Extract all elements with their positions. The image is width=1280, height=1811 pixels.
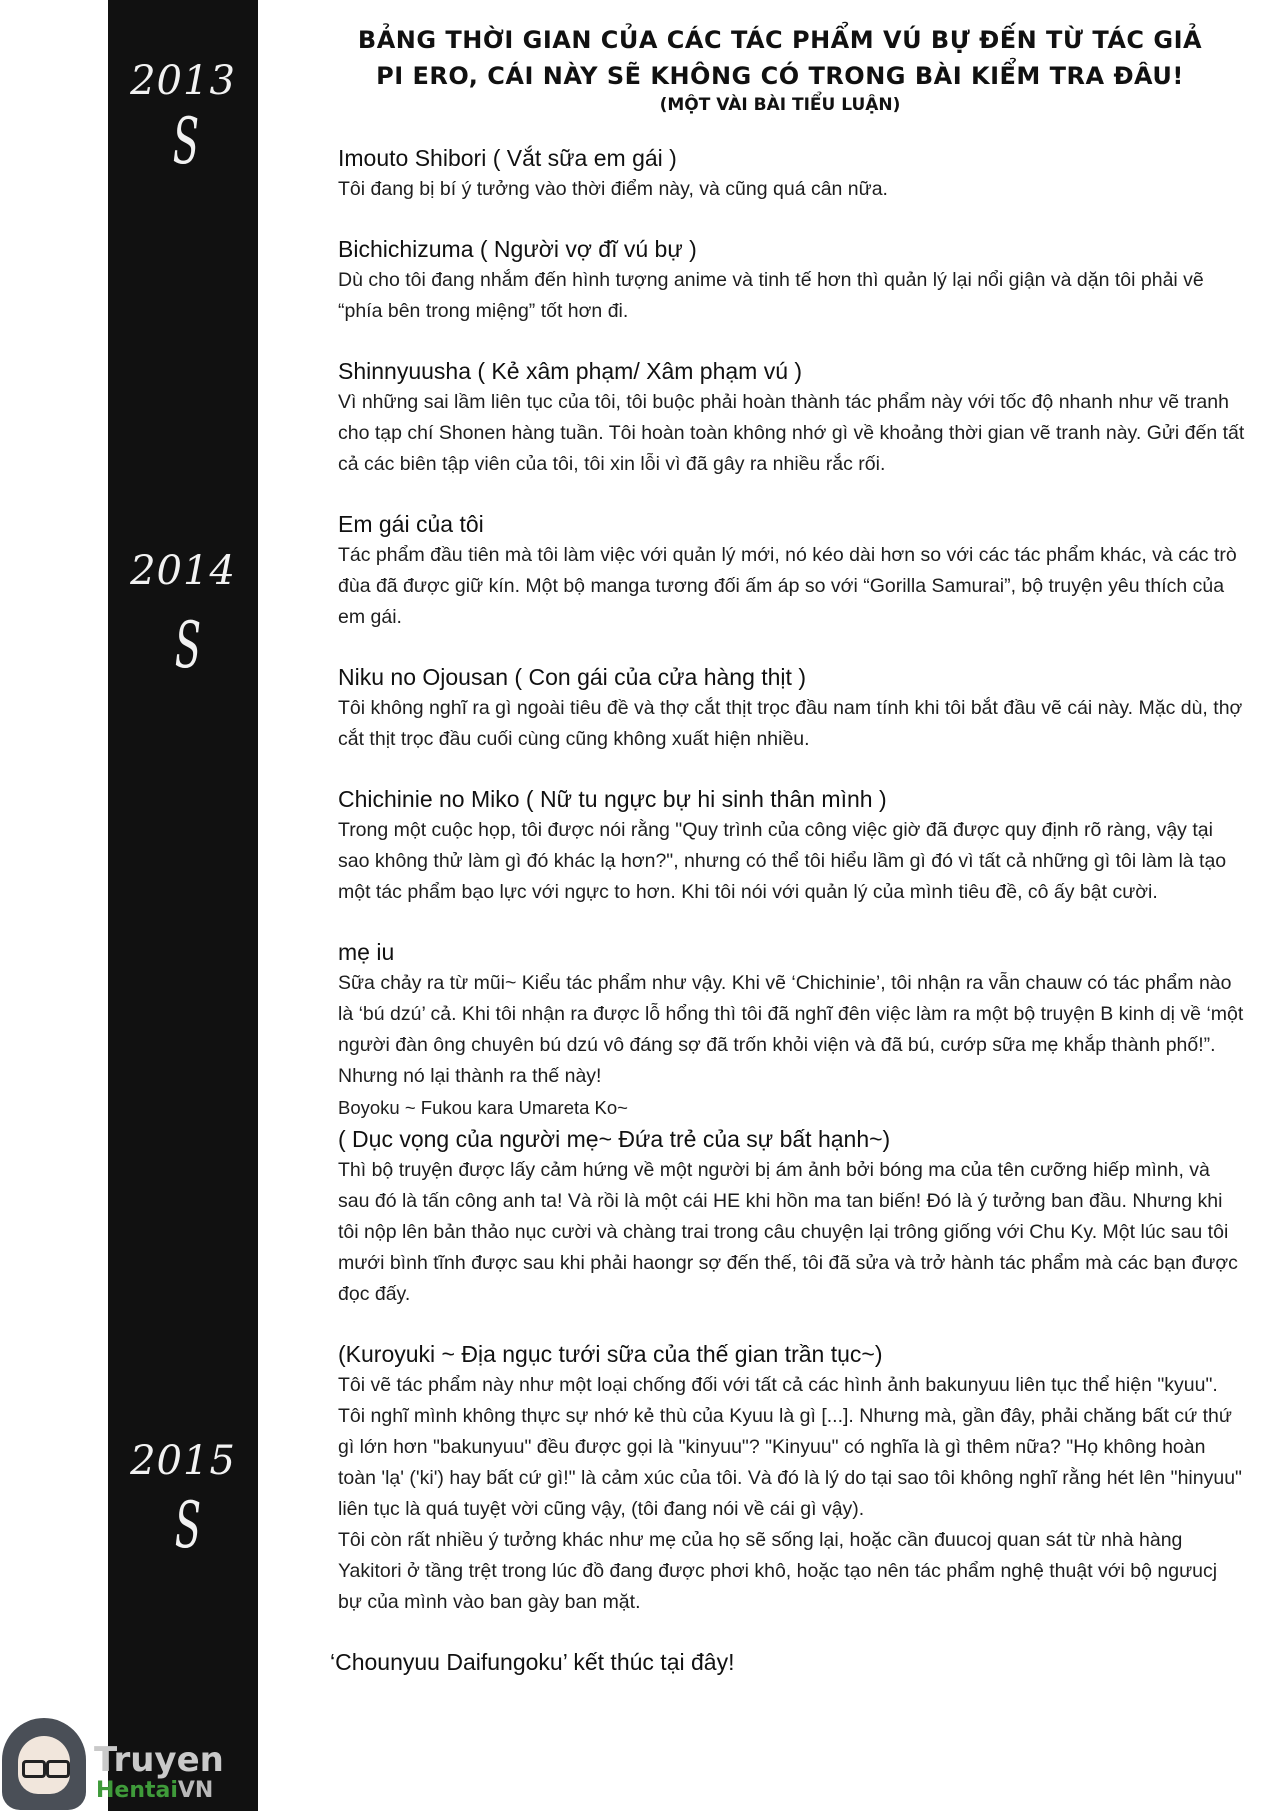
entry-body: Tác phẩm đầu tiên mà tôi làm việc với quản lý mới, nó kéo dài hơn so với các tác phẩm khác, và các trò đùa đã được giữ kín. Một bộ manga tương đối ấm áp so với “Gorilla Samurai”, bộ truyện yêu thích của em gái. xyxy=(338,544,1237,628)
entry-title: Shinnyuusha ( Kẻ xâm phạm/ Xâm phạm vú ) xyxy=(338,358,803,384)
entry-body: Tôi vẽ tác phẩm này như một loại chống đối với tất cả các hình ảnh bakunyuu liên tục thể hiện "kyuu". Tôi nghĩ mình không thực sự nhớ kẻ thù của Kyuu là gì [...]. Nhưng mà, gần đây, phải chăng bất cứ thứ gì lớn hơn "bakunyuu" đều được gọi là "kinyuu"? "Kinyuu" có nghĩa là gì thêm nữa? "Họ không hoàn toàn 'lạ' ('ki') hay bất cứ gì!" là cảm xúc của tôi. Và đó là lý do tại sao tôi không nghĩ rằng hét lên "hinyuu" liên tục là quá tuyệt vời cũng vậy, (tôi đang nói về cái gì vậy). xyxy=(338,1374,1242,1520)
header-subtitle: (MỘT VÀI BÀI TIỂU LUẬN) xyxy=(659,95,901,115)
entry-em-gai xyxy=(338,508,1246,633)
entry-title: Em gái của tôi xyxy=(338,511,484,537)
essay-list xyxy=(330,142,1246,1678)
year-label-2015: 2015 xyxy=(130,1438,236,1484)
year-label-2013: 2013 xyxy=(130,58,236,104)
entry-title: (Kuroyuki ~ Địa ngục tưới sữa của thế gian trần tục~) xyxy=(338,1341,883,1367)
watermark-text: Truyen xyxy=(94,1740,224,1780)
entry-shinnyuusha xyxy=(338,355,1246,480)
entry-title: Niku no Ojousan ( Con gái của cửa hàng thịt ) xyxy=(338,664,806,690)
entry-body: Dù cho tôi đang nhắm đến hình tượng anime và tinh tế hơn thì quản lý lại nổi giận và dặn tôi phải vẽ “phía bên trong miệng” tốt hơn đi. xyxy=(338,269,1204,322)
year-label-2014: 2014 xyxy=(130,548,236,594)
range-squiggle-icon: S xyxy=(172,105,200,179)
watermark-subtext-b: VN xyxy=(177,1778,214,1803)
entry-body: Thì bộ truyện được lấy cảm hứng về một người bị ám ảnh bởi bóng ma của tên cưỡng hiếp mình, và sau đó là tấn công anh ta! Và rồi là một cái HE khi hồn ma tan biến! Đó là ý tưởng ban đầu. Nhưng khi tôi nộp lên bản thảo nục cười và chàng trai trong câu chuyện lại trông giống với Chu Ky. Một lúc sau tôi mưới bình tĩnh được sau khi phải haongr sợ đến thế, tôi đã sửa và trở hành tác phẩm mà các bạn được đọc đấy. xyxy=(338,1159,1238,1305)
entry-me-iu xyxy=(338,936,1246,1310)
entry-subtitle-romaji: Boyoku ~ Fukou kara Umareta Ko~ xyxy=(338,1097,628,1118)
range-squiggle-icon: S xyxy=(174,1489,202,1563)
range-squiggle-icon: S xyxy=(174,609,202,683)
entry-title-translation: ( Dục vọng của người mẹ~ Đứa trẻ của sự bất hạnh~) xyxy=(338,1126,891,1152)
entry-body: Trong một cuộc họp, tôi được nói rằng "Quy trình của công việc giờ đã được quy định rõ ràng, vậy tại sao không thử làm gì đó khác lạ hơn?", nhưng có thể tôi hiểu lầm gì đó vì tất cả những gì tôi làm là tạo một tác phẩm bạo lực với ngực to hơn. Khi tôi nói với quản lý của mình tiêu đề, cô ấy bật cười. xyxy=(338,819,1227,903)
glasses-icon xyxy=(46,1760,70,1778)
entry-bichichizuma xyxy=(338,233,1246,327)
watermark-subtext xyxy=(96,1778,213,1803)
entry-title: Chichinie no Miko ( Nữ tu ngực bự hi sinh thân mình ) xyxy=(338,786,887,812)
entry-body: Tôi không nghĩ ra gì ngoài tiêu đề và thợ cắt thịt trọc đầu nam tính khi tôi bắt đầu vẽ cái này. Mặc dù, thợ cắt thịt trọc đầu cuối cùng cũng không xuất hiện nhiều. xyxy=(338,697,1243,750)
watermark-logo xyxy=(0,1700,260,1811)
entry-title: mẹ iu xyxy=(338,939,395,965)
entry-title: Bichichizuma ( Người vợ đĩ vú bự ) xyxy=(338,236,697,262)
entry-body: Sữa chảy ra từ mũi~ Kiểu tác phẩm như vậy. Khi vẽ ‘Chichinie’, tôi nhận ra vẫn chauw có tác phẩm nào là ‘bú dzú’ cả. Khi tôi nhận ra được lỗ hổng thì tôi đã nghĩ đên việc làm ra một bộ truyện B kinh dị về ‘một người đàn ông chuyên bú dzú vô đáng sợ đã trốn khỏi viện và đã bú, cướp sữa mẹ khắp thành phố!”. Nhưng nó lại thành ra thế này! xyxy=(338,972,1244,1087)
header-title-line-2: PI ERO, CÁI NÀY SẼ KHÔNG CÓ TRONG BÀI KIỂM TRA ĐÂU! xyxy=(376,62,1184,90)
entry-body: Vì những sai lầm liên tục của tôi, tôi buộc phải hoàn thành tác phẩm này với tốc độ nhanh như vẽ tranh cho tạp chí Shonen hàng tuần. Tôi hoàn toàn không nhớ gì về khoảng thời gian vẽ tranh này. Gửi đến tất cả các biên tập viên của tôi, tôi xin lỗi vì đã gây ra nhiều rắc rối. xyxy=(338,391,1245,475)
entry-chichinie-no-miko xyxy=(338,783,1246,908)
entry-title: Imouto Shibori ( Vắt sữa em gái ) xyxy=(338,145,677,171)
entry-body: Tôi đang bị bí ý tưởng vào thời điểm này, và cũng quá cân nữa. xyxy=(338,178,888,200)
timeline-bar xyxy=(108,0,258,1811)
entry-kuroyuki xyxy=(338,1338,1246,1618)
closing-line: ‘Chounyuu Daifungoku’ kết thúc tại đây! xyxy=(330,1649,735,1675)
entry-body: Tôi còn rất nhiều ý tưởng khác như mẹ của họ sẽ sống lại, hoặc cần đuucoj quan sát từ nhà hàng Yakitori ở tầng trệt trong lúc đồ đang được phơi khô, hoặc tạo nên tác phẩm nghệ thuật với bộ ngưucj bự của mình vào ban gày ban mặt. xyxy=(338,1529,1218,1613)
header-title-line-1: BẢNG THỜI GIAN CỦA CÁC TÁC PHẨM VÚ BỰ ĐẾN TỪ TÁC GIẢ xyxy=(357,26,1203,54)
watermark-subtext-a: Hentai xyxy=(96,1778,178,1803)
glasses-icon xyxy=(22,1760,46,1778)
entry-imouto-shibori xyxy=(338,142,1246,205)
page-header xyxy=(330,22,1230,116)
entry-niku-no-ojousan xyxy=(338,661,1246,755)
